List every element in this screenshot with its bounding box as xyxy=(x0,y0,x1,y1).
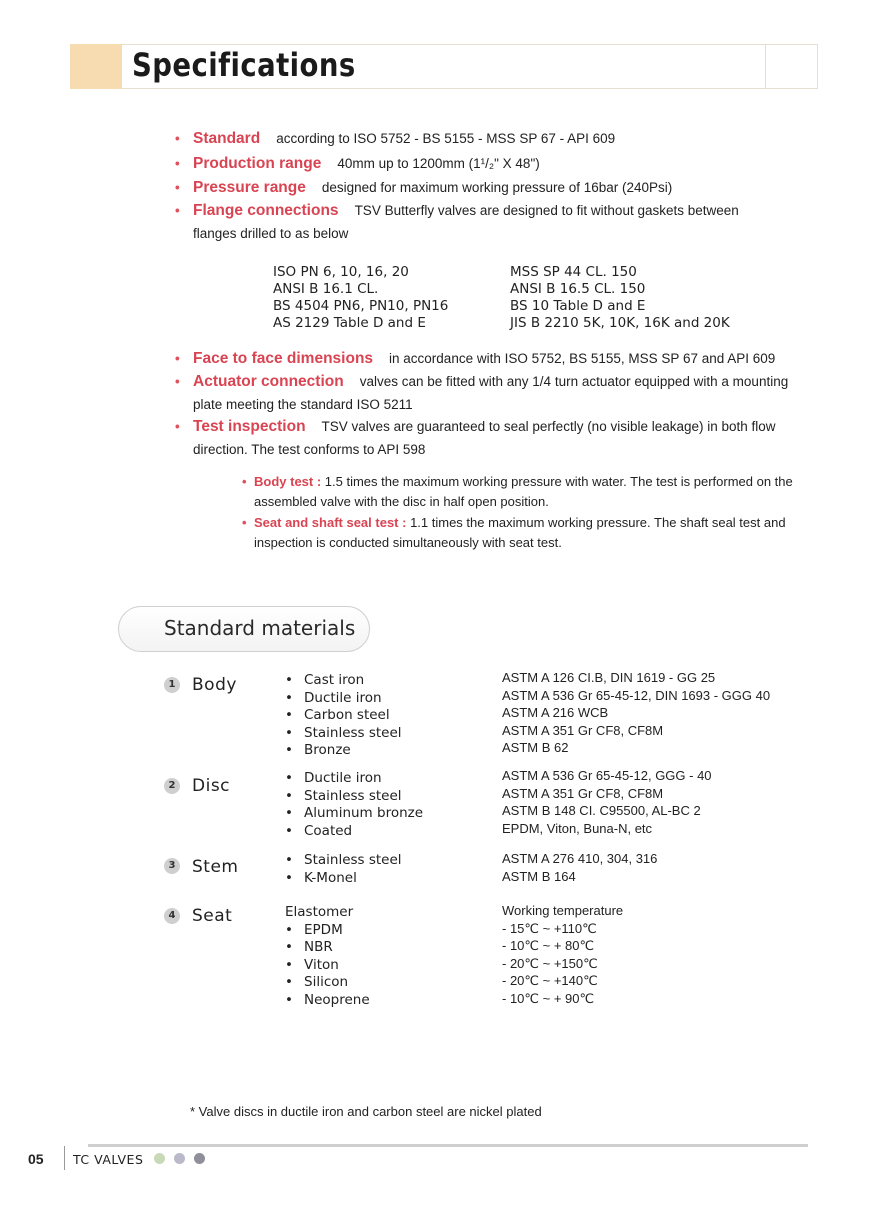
stem-astm-list xyxy=(502,850,657,885)
body-astm-list xyxy=(502,669,770,757)
spec-flange-connections: • Flange connections TSV Butterfly valves are designed to fit without gaskets between flanges drilled to as below xyxy=(175,202,739,241)
list-item: • Cast iron xyxy=(285,672,365,688)
footer-dot-icon xyxy=(194,1153,205,1164)
seat-temperature-list xyxy=(502,902,623,1007)
list-item: • Silicon xyxy=(285,974,349,990)
standard-item: ANSI B 16.5 CL. 150 xyxy=(510,281,646,297)
footer-dot-icon xyxy=(174,1153,185,1164)
list-item: ASTM A 276 410, 304, 316 xyxy=(502,851,658,866)
list-item: ASTM A 126 CI.B, DIN 1619 - GG 25 xyxy=(502,670,716,685)
standard-item: ISO PN 6, 10, 16, 20 xyxy=(273,264,409,280)
number-badge: 3 xyxy=(164,858,180,874)
part-name-stem: Stem xyxy=(192,857,239,877)
footer-divider xyxy=(64,1146,65,1170)
footer-brand: TC VALVES xyxy=(73,1152,144,1167)
spec-pressure-range: • Pressure range designed for maximum working pressure of 16bar (240Psi) xyxy=(175,179,673,196)
spec-actuator-connection: • Actuator connection valves can be fitted with any 1/4 turn actuator equipped with a mounting plate meeting the standard ISO 5211 xyxy=(175,373,789,412)
standards-left-column xyxy=(273,264,448,332)
list-item: EPDM, Viton, Buna-N, etc xyxy=(502,820,653,836)
list-item: • Stainless steel xyxy=(285,787,402,804)
list-heading: Elastomer xyxy=(285,904,354,920)
list-item: - 20℃ ~ +140℃ xyxy=(502,973,598,988)
list-item: ASTM B 62 xyxy=(502,740,569,755)
list-item: ASTM A 216 WCB xyxy=(502,705,609,720)
standard-item: JIS B 2210 5K, 10K, 16K and 20K xyxy=(510,315,730,331)
list-item: ASTM A 536 Gr 65-45-12, GGG - 40 xyxy=(502,768,712,783)
list-item: ASTM A 351 Gr CF8, CF8M xyxy=(502,785,664,801)
body-material-list xyxy=(285,672,402,760)
list-item: • Carbon steel xyxy=(285,707,390,723)
list-item: • NBR xyxy=(285,939,333,955)
list-item: • Ductile iron xyxy=(285,689,382,706)
standard-item: BS 10 Table D and E xyxy=(510,298,646,314)
list-item: - 15℃ ~ +110℃ xyxy=(502,920,597,936)
footnote: * Valve discs in ductile iron and carbon steel are nickel plated xyxy=(190,1104,542,1119)
test-body: • Body test : 1.5 times the maximum working pressure with water. The test is performed on the assembled valve with the disc in half open position. xyxy=(242,474,793,509)
spec-production-range: • Production range 40mm up to 1200mm (1¹/₂" X 48") xyxy=(175,155,540,172)
standard-item: AS 2129 Table D and E xyxy=(273,315,426,331)
list-heading: Working temperature xyxy=(502,903,624,918)
list-item: ASTM B 148 CI. C95500, AL-BC 2 xyxy=(502,803,701,818)
list-item: • Neoprene xyxy=(285,991,370,1008)
stem-material-list xyxy=(285,852,402,887)
list-item: • Stainless steel xyxy=(285,724,402,741)
materials-heading: Standard materials xyxy=(164,616,356,640)
list-item: • K-Monel xyxy=(285,869,357,886)
seat-material-list xyxy=(285,904,370,1009)
header-accent xyxy=(70,44,122,89)
part-name-seat: Seat xyxy=(192,906,233,926)
list-item: ASTM A 351 Gr CF8, CF8M xyxy=(502,722,664,738)
header-divider xyxy=(765,44,766,89)
list-item: • Aluminum bronze xyxy=(285,805,424,821)
page-number: 05 xyxy=(28,1151,44,1167)
list-item: • EPDM xyxy=(285,921,343,938)
part-name-body: Body xyxy=(192,675,237,695)
standard-item: MSS SP 44 CL. 150 xyxy=(510,264,637,280)
list-item: - 10℃ ~ + 90℃ xyxy=(502,990,595,1006)
number-badge: 1 xyxy=(164,677,180,693)
standards-right-column xyxy=(510,264,730,332)
standard-item: ANSI B 16.1 CL. xyxy=(273,281,379,297)
list-item: • Coated xyxy=(285,822,353,839)
list-item: • Stainless steel xyxy=(285,852,402,868)
footer-rule xyxy=(88,1144,808,1147)
page-title: Specifications xyxy=(132,46,356,84)
spec-standard: • Standard according to ISO 5752 - BS 5155 - MSS SP 67 - API 609 xyxy=(175,130,616,147)
disc-astm-list xyxy=(502,767,712,837)
test-seat-shaft: • Seat and shaft seal test : 1.1 times the maximum working pressure. The shaft seal test and inspection is conducted simultaneously with seat test. xyxy=(242,515,786,550)
standard-item: BS 4504 PN6, PN10, PN16 xyxy=(273,298,449,314)
list-item: ASTM A 536 Gr 65-45-12, DIN 1693 - GGG 40 xyxy=(502,687,771,703)
list-item: - 10℃ ~ + 80℃ xyxy=(502,938,595,953)
part-name-disc: Disc xyxy=(192,776,231,796)
footer-dot-icon xyxy=(154,1153,165,1164)
disc-material-list xyxy=(285,770,423,840)
list-item: • Bronze xyxy=(285,742,351,758)
list-item: • Viton xyxy=(285,956,339,973)
list-item: - 20℃ ~ +150℃ xyxy=(502,955,598,971)
number-badge: 2 xyxy=(164,778,180,794)
spec-test-inspection: • Test inspection TSV valves are guaranteed to seal perfectly (no visible leakage) in both flow direction. The test conforms to API 598 xyxy=(175,418,776,457)
spec-face-to-face: • Face to face dimensions in accordance with ISO 5752, BS 5155, MSS SP 67 and API 609 xyxy=(175,350,776,367)
number-badge: 4 xyxy=(164,908,180,924)
list-item: • Ductile iron xyxy=(285,770,382,786)
list-item: ASTM B 164 xyxy=(502,868,576,884)
